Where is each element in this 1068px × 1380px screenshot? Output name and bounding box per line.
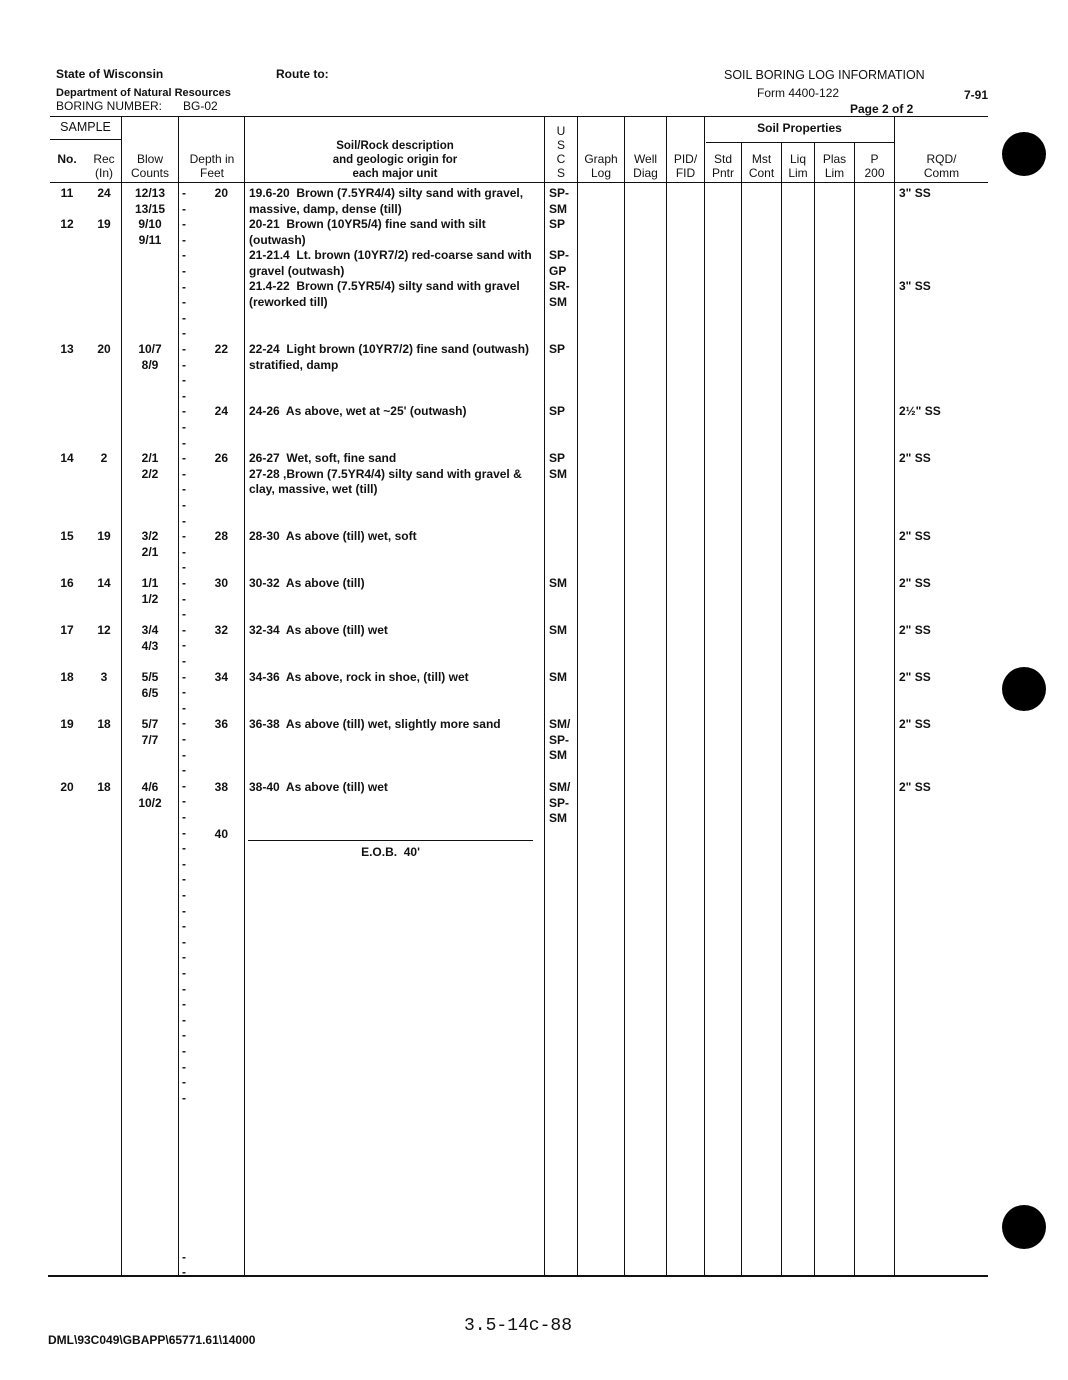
cell-comm: 2" SS bbox=[899, 529, 931, 543]
cell-desc: 30-32 As above (till) bbox=[249, 576, 365, 590]
agency-name: State of Wisconsin bbox=[56, 67, 164, 81]
cell-no: 18 bbox=[60, 670, 74, 684]
cell-desc: 34-36 As above, rock in shoe, (till) wet bbox=[249, 670, 469, 684]
depth-tick: - bbox=[182, 763, 186, 778]
depth-tick: - bbox=[182, 888, 186, 902]
file-path: DML\93C049\GBAPP\65771.61\14000 bbox=[48, 1333, 256, 1347]
depth-tick: - bbox=[182, 1059, 186, 1074]
depth-tick: - bbox=[182, 622, 186, 637]
cell-uscs: SM/ SP- SM bbox=[549, 717, 571, 763]
cell-comm: 3" SS bbox=[899, 279, 931, 294]
col-blow: Blow Counts bbox=[130, 152, 170, 180]
col-rqd-comm: RQD/ Comm bbox=[923, 152, 960, 180]
depth-tick: - bbox=[182, 591, 186, 606]
boring-number: BG-02 bbox=[183, 99, 218, 113]
col-liq-lim: Liq Lim bbox=[788, 152, 808, 180]
cell-uscs: SP- SM bbox=[549, 186, 570, 216]
cell-no: 19 bbox=[60, 717, 74, 731]
depth-tick: - bbox=[182, 201, 186, 216]
depth-tick: - bbox=[182, 373, 186, 388]
cell-depth: 26 bbox=[214, 451, 228, 465]
cell-uscs: SP bbox=[549, 342, 566, 356]
soil-properties-header: Soil Properties bbox=[757, 121, 842, 135]
cell-desc: 24-26 As above, wet at ~25' (outwash) bbox=[249, 404, 467, 418]
depth-tick: - bbox=[182, 934, 186, 949]
col-graph-log: Graph Log bbox=[584, 152, 618, 180]
cell-rec: 24 bbox=[97, 186, 111, 200]
depth-tick: - bbox=[182, 778, 186, 793]
sample-header: SAMPLE bbox=[60, 120, 111, 134]
depth-tick: - bbox=[182, 544, 186, 559]
depth-tick: - bbox=[182, 872, 186, 887]
cell-no: 12 bbox=[60, 217, 74, 231]
cell-rec: 12 bbox=[97, 623, 111, 637]
cell-depth: 24 bbox=[214, 404, 228, 418]
depth-tick: - bbox=[182, 295, 186, 310]
cell-depth: 28 bbox=[214, 529, 228, 543]
depth-tick: - bbox=[182, 513, 186, 528]
cell-desc: 20-21 Brown (10YR5/4) fine sand with silt (outwash) 21-21.4 Lt. brown (10YR7/2) red-coarse sand with gravel (outwash) 21.4-22 Brown (7.5YR5/4) silty sand with gravel (reworked till) bbox=[249, 217, 532, 309]
end-depth: 40 bbox=[214, 827, 228, 841]
cell-no: 17 bbox=[60, 623, 74, 637]
cell-desc: 19.6-20 Brown (7.5YR4/4) silty sand with gravel, massive, damp, dense (till) bbox=[249, 186, 524, 216]
cell-depth: 34 bbox=[214, 670, 228, 684]
form-title: SOIL BORING LOG INFORMATION bbox=[724, 68, 925, 82]
cell-rec: 18 bbox=[97, 780, 111, 794]
depth-tick: - bbox=[182, 388, 186, 403]
depth-tick: - bbox=[182, 1044, 186, 1058]
depth-tick: - bbox=[182, 966, 186, 980]
depth-tick: - bbox=[182, 981, 186, 996]
depth-tick: - bbox=[182, 435, 186, 450]
depth-tick: - bbox=[182, 997, 186, 1012]
cell-rec: 18 bbox=[97, 717, 111, 731]
binder-hole bbox=[1002, 132, 1046, 176]
depth-tick: - bbox=[182, 560, 186, 575]
depth-tick: - bbox=[182, 716, 186, 731]
depth-tick: - bbox=[182, 700, 186, 715]
cell-comm: 2" SS bbox=[899, 451, 931, 465]
cell-no: 15 bbox=[60, 529, 74, 543]
cell-depth: 38 bbox=[214, 780, 228, 794]
depth-tick: - bbox=[182, 794, 186, 809]
department-name: Department of Natural Resources bbox=[56, 87, 231, 99]
depth-tick: - bbox=[182, 279, 186, 294]
cell-rec: 14 bbox=[97, 576, 111, 590]
col-no: No. bbox=[57, 152, 77, 166]
cell-comm: 2½" SS bbox=[899, 404, 941, 418]
depth-tick: - bbox=[182, 669, 186, 684]
route-to-label: Route to: bbox=[276, 67, 329, 81]
depth-tick: - bbox=[182, 841, 186, 856]
cell-uscs: SP SM bbox=[549, 451, 567, 481]
cell-no: 11 bbox=[60, 186, 74, 200]
depth-tick: - bbox=[182, 482, 186, 497]
depth-tick: - bbox=[182, 1028, 186, 1043]
depth-tick: - bbox=[182, 576, 186, 590]
depth-tick: - bbox=[182, 310, 186, 325]
depth-tick: - bbox=[182, 342, 186, 356]
binder-hole bbox=[1002, 667, 1046, 711]
cell-comm: 2" SS bbox=[899, 780, 931, 794]
depth-tick: - bbox=[182, 1012, 186, 1027]
depth-tick: - bbox=[182, 326, 186, 341]
depth-tick: - bbox=[182, 747, 186, 762]
depth-tick: - bbox=[182, 1250, 186, 1264]
depth-tick: - bbox=[182, 498, 186, 512]
cell-rec: 2 bbox=[100, 451, 108, 465]
depth-tick: - bbox=[182, 607, 186, 622]
cell-depth: 20 bbox=[214, 186, 228, 200]
cell-rec: 3 bbox=[100, 670, 108, 684]
form-revision: 7-91 bbox=[964, 88, 989, 102]
depth-tick: - bbox=[182, 420, 186, 434]
cell-uscs: SM bbox=[549, 576, 567, 590]
cell-blow: 3/2 2/1 bbox=[141, 529, 159, 559]
depth-tick: - bbox=[182, 1090, 186, 1105]
page-code: 3.5-14c-88 bbox=[464, 1316, 573, 1336]
depth-tick: - bbox=[182, 217, 186, 232]
depth-tick: - bbox=[182, 404, 186, 419]
depth-tick: - bbox=[182, 654, 186, 668]
cell-depth: 32 bbox=[214, 623, 228, 637]
cell-blow: 9/10 9/11 bbox=[138, 217, 162, 247]
col-plas-lim: Plas Lim bbox=[822, 152, 847, 180]
depth-tick: - bbox=[182, 357, 186, 372]
cell-blow: 5/5 6/5 bbox=[141, 670, 159, 700]
depth-tick: - bbox=[182, 825, 186, 840]
cell-desc: 32-34 As above (till) wet bbox=[249, 623, 388, 637]
end-of-boring-label: E.O.B. 40' bbox=[361, 845, 420, 859]
col-description: Soil/Rock description and geologic origin for each major unit bbox=[332, 140, 458, 180]
cell-depth: 22 bbox=[214, 342, 228, 356]
cell-uscs: SP SP- GP SR- SM bbox=[549, 217, 570, 309]
depth-tick: - bbox=[182, 186, 186, 200]
col-pid-fid: PID/ FID bbox=[673, 152, 698, 180]
depth-tick: - bbox=[182, 638, 186, 653]
cell-blow: 5/7 7/7 bbox=[141, 717, 159, 747]
depth-tick: - bbox=[182, 248, 186, 263]
cell-no: 16 bbox=[60, 576, 74, 590]
cell-comm: 2" SS bbox=[899, 623, 931, 637]
col-std-pntr: Std Pntr bbox=[711, 152, 734, 180]
page-indicator: Page 2 of 2 bbox=[850, 102, 914, 116]
cell-blow: 3/4 4/3 bbox=[141, 623, 159, 653]
cell-rec: 19 bbox=[97, 217, 111, 231]
col-well-diag: Well Diag bbox=[633, 152, 658, 180]
depth-tick: - bbox=[182, 856, 186, 871]
cell-no: 13 bbox=[60, 342, 74, 356]
cell-rec: 20 bbox=[97, 342, 111, 356]
cell-desc: 36-38 As above (till) wet, slightly more sand bbox=[249, 717, 501, 731]
depth-tick: - bbox=[182, 1075, 186, 1090]
col-depth: Depth in Feet bbox=[189, 152, 235, 180]
cell-blow: 1/1 1/2 bbox=[141, 576, 159, 606]
cell-desc: 22-24 Light brown (10YR7/2) fine sand (outwash) stratified, damp bbox=[249, 342, 530, 372]
depth-tick: - bbox=[182, 903, 186, 918]
depth-tick: - bbox=[182, 466, 186, 481]
depth-tick: - bbox=[182, 950, 186, 965]
depth-tick: - bbox=[182, 810, 186, 824]
cell-depth: 36 bbox=[214, 717, 228, 731]
depth-tick: - bbox=[182, 732, 186, 746]
cell-blow: 2/1 2/2 bbox=[141, 451, 159, 481]
cell-comm: 2" SS bbox=[899, 576, 931, 590]
depth-tick: - bbox=[182, 264, 186, 278]
cell-uscs: SM bbox=[549, 623, 567, 637]
cell-desc: 28-30 As above (till) wet, soft bbox=[249, 529, 417, 543]
cell-no: 20 bbox=[60, 780, 74, 794]
cell-desc: 26-27 Wet, soft, fine sand 27-28 ,Brown (7.5YR4/4) silty sand with gravel & clay, massive, wet (till) bbox=[249, 451, 522, 497]
col-uscs: U S C S bbox=[556, 124, 566, 180]
depth-tick: - bbox=[182, 451, 186, 466]
depth-tick: - bbox=[182, 232, 186, 247]
form-number: Form 4400-122 bbox=[757, 86, 840, 100]
cell-rec: 19 bbox=[97, 529, 111, 543]
cell-blow: 12/13 13/15 bbox=[134, 186, 166, 216]
depth-tick: - bbox=[182, 919, 186, 934]
cell-comm: 2" SS bbox=[899, 717, 931, 731]
col-p200: P 200 bbox=[864, 152, 885, 180]
col-rec: Rec (In) bbox=[93, 152, 115, 180]
cell-blow: 4/6 10/2 bbox=[138, 780, 162, 810]
boring-number-label: BORING NUMBER: bbox=[56, 99, 163, 113]
binder-hole bbox=[1002, 1205, 1046, 1249]
depth-tick: - bbox=[182, 529, 186, 544]
cell-blow: 10/7 8/9 bbox=[138, 342, 162, 372]
cell-uscs: SM/ SP- SM bbox=[549, 780, 571, 826]
depth-tick: - bbox=[182, 685, 186, 700]
cell-comm: 3" SS bbox=[899, 186, 931, 200]
cell-depth: 30 bbox=[214, 576, 228, 590]
depth-tick: - bbox=[182, 1265, 186, 1279]
col-mst-cont: Mst Cont bbox=[748, 152, 775, 180]
cell-uscs: SP bbox=[549, 404, 566, 418]
cell-comm: 2" SS bbox=[899, 670, 931, 684]
cell-no: 14 bbox=[60, 451, 74, 465]
cell-desc: 38-40 As above (till) wet bbox=[249, 780, 388, 794]
cell-uscs: SM bbox=[549, 670, 567, 684]
